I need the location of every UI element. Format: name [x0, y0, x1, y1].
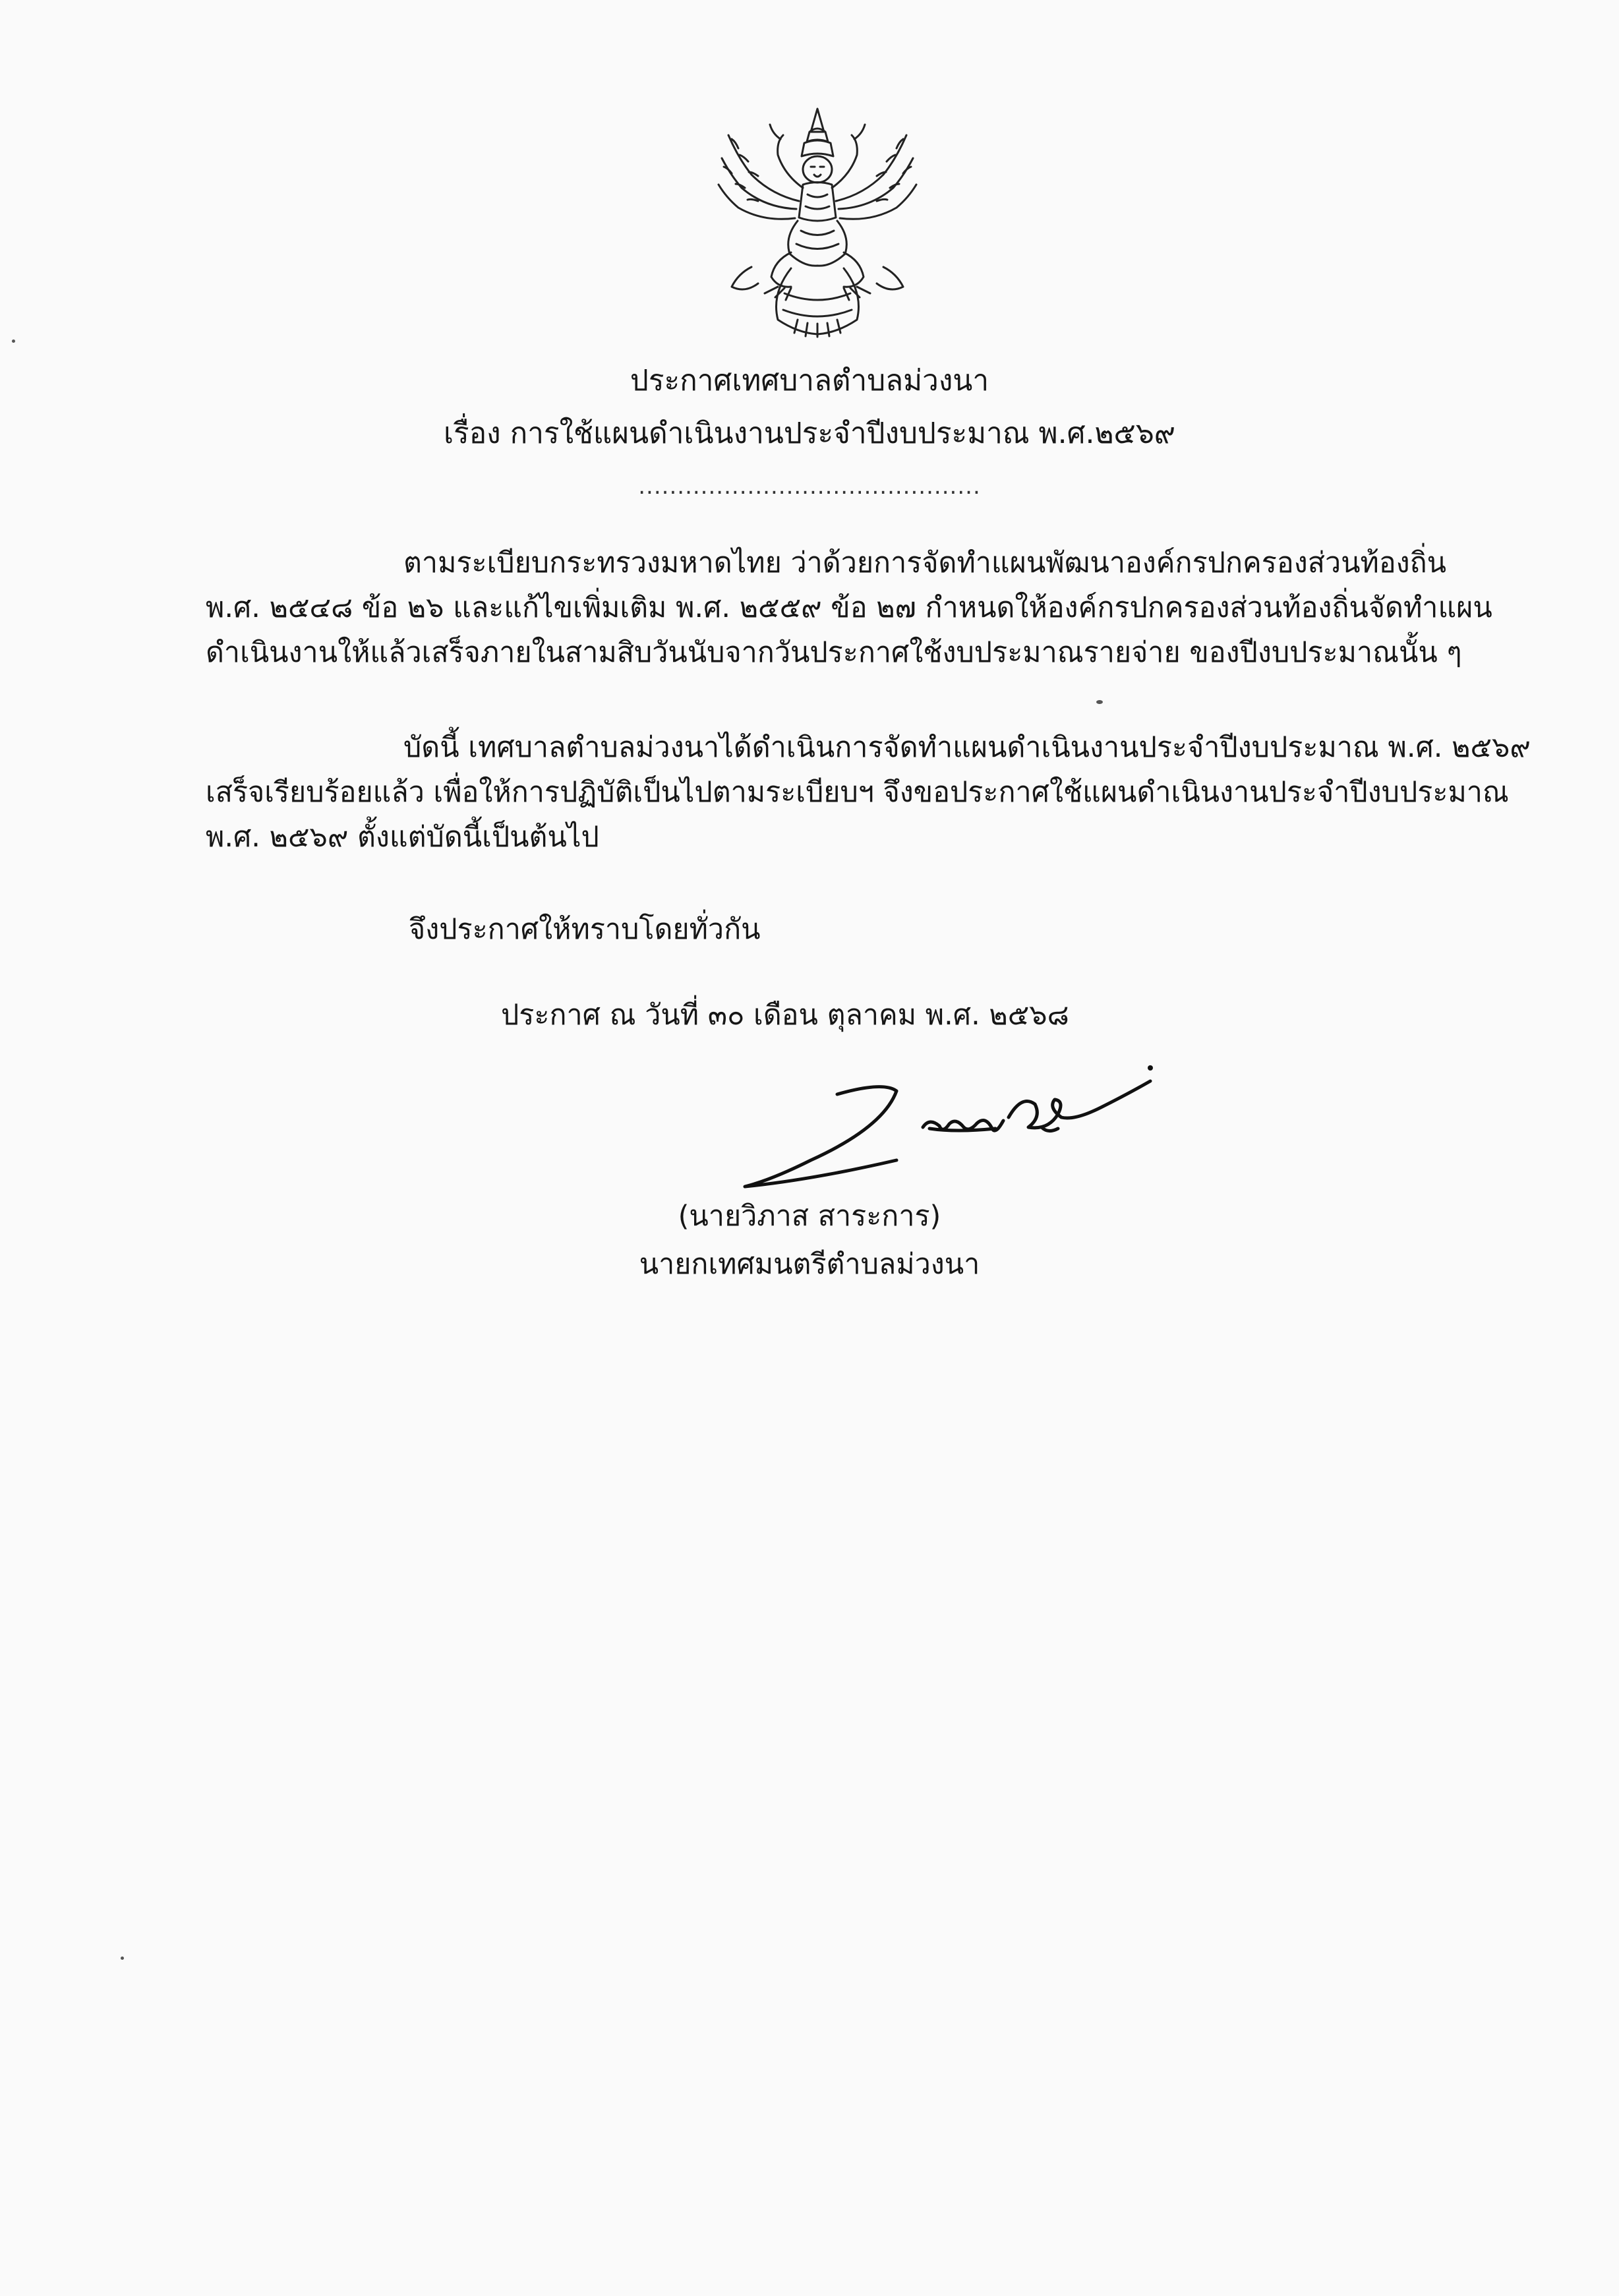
- paragraph-line: ดำเนินงานให้แล้วเสร็จภายในสามสิบวันนับจากวันประกาศใช้งบประมาณรายจ่าย ของปีงบประมาณนั้น ๆ: [206, 636, 1462, 669]
- scan-speck: [121, 1957, 124, 1960]
- scan-speck: [1096, 700, 1103, 704]
- signer-position: นายกเทศมนตรีตำบลม่วงนา: [639, 1248, 980, 1281]
- handwritten-signature-icon: [732, 1055, 1154, 1200]
- announcement-title: ประกาศเทศบาลตำบลม่วงนา: [630, 364, 989, 397]
- paragraph-line: พ.ศ. ๒๕๔๘ ข้อ ๒๖ และแก้ไขเพิ่มเติม พ.ศ. ๒๕๕๙ ข้อ ๒๗ กำหนดให้องค์กรปกครองส่วนท้องถิ่นจัดทำแผน: [206, 591, 1492, 624]
- paragraph-line: ตามระเบียบกระทรวงมหาดไทย ว่าด้วยการจัดทำแผนพัฒนาองค์กรปกครองส่วนท้องถิ่น: [403, 546, 1447, 579]
- signer-name: (นายวิภาส สาระการ): [678, 1200, 941, 1233]
- garuda-emblem-icon: [712, 96, 923, 339]
- announcement-subject: เรื่อง การใช้แผนดำเนินงานประจำปีงบประมาณ พ.ศ.๒๕๖๙: [444, 417, 1175, 450]
- announcement-date: ประกาศ ณ วันที่ ๓๐ เดือน ตุลาคม พ.ศ. ๒๕๖๘: [501, 999, 1069, 1032]
- closing-statement: จึงประกาศให้ทราบโดยทั่วกัน: [409, 913, 761, 946]
- body-paragraph-2: [206, 725, 1531, 860]
- scan-speck: [12, 339, 15, 343]
- title-separator: ............................................: [638, 473, 981, 500]
- body-paragraph-1: [206, 541, 1492, 675]
- paragraph-line: เสร็จเรียบร้อยแล้ว เพื่อให้การปฏิบัติเป็นไปตามระเบียบฯ จึงขอประกาศใช้แผนดำเนินงานประจำปีงบประมาณ: [206, 776, 1509, 809]
- paragraph-line: พ.ศ. ๒๕๖๙ ตั้งแต่บัดนี้เป็นต้นไป: [206, 821, 599, 854]
- paragraph-line: บัดนี้ เทศบาลตำบลม่วงนาได้ดำเนินการจัดทำแผนดำเนินงานประจำปีงบประมาณ พ.ศ. ๒๕๖๙: [403, 731, 1531, 764]
